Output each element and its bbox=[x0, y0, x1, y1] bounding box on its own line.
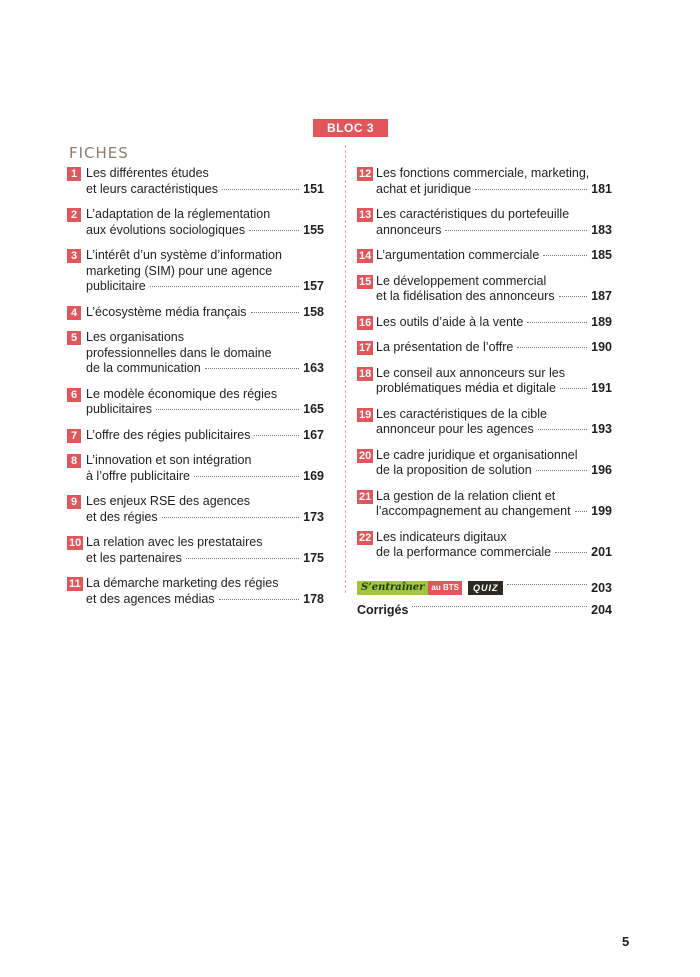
entry-line: L’offre des régies publicitaires bbox=[86, 427, 251, 442]
entry-number-badge: 4 bbox=[67, 306, 81, 320]
entry-number-badge: 22 bbox=[359, 531, 372, 544]
entry-text bbox=[376, 489, 612, 520]
leader-dots bbox=[150, 286, 299, 287]
entry-number-badge: 13 bbox=[359, 209, 372, 221]
entry-page: 191 bbox=[591, 381, 612, 395]
entry-last-line bbox=[86, 279, 324, 295]
entry-number-badge: 9 bbox=[67, 495, 81, 509]
entry-line: Le cadre juridique et organisationnel bbox=[376, 447, 578, 462]
toc-right-entries bbox=[357, 166, 612, 561]
leader-dots bbox=[560, 388, 587, 389]
entry-line: et la fidélisation des annonceurs bbox=[376, 289, 555, 303]
quiz-badge: QUIZ bbox=[468, 581, 504, 595]
entry-line: à l’offre publicitaire bbox=[86, 468, 190, 483]
leader-dots bbox=[445, 230, 587, 231]
entry-number-badge: 18 bbox=[359, 367, 372, 380]
toc-right-column bbox=[357, 166, 612, 623]
entry-last-line bbox=[376, 223, 612, 239]
entry-number-badge: 11 bbox=[69, 578, 81, 590]
entry-line: marketing (SIM) pour une agence bbox=[86, 263, 273, 278]
entry-line: de la proposition de solution bbox=[376, 463, 532, 477]
toc-entry[interactable] bbox=[357, 407, 612, 438]
leader-dots bbox=[186, 558, 299, 559]
corriges-page: 204 bbox=[591, 602, 612, 617]
entry-last-line bbox=[86, 305, 324, 321]
entry-last-line bbox=[86, 551, 324, 567]
entry-number-badge: 14 bbox=[359, 250, 372, 262]
entry-page: 165 bbox=[303, 402, 324, 416]
entry-last-line bbox=[376, 504, 612, 520]
entry-number-badge: 6 bbox=[67, 388, 81, 402]
entry-text bbox=[376, 207, 612, 238]
entry-text bbox=[86, 494, 324, 525]
entry-last-line bbox=[376, 422, 612, 438]
entry-page: 173 bbox=[303, 509, 324, 524]
toc-entry[interactable] bbox=[67, 207, 324, 238]
entry-line: annonceurs bbox=[376, 222, 442, 237]
leader-dots bbox=[222, 189, 299, 190]
leader-dots bbox=[538, 429, 587, 430]
entry-line: de la communication bbox=[86, 361, 201, 375]
entry-number-badge: 2 bbox=[67, 208, 81, 222]
toc-entry[interactable] bbox=[67, 453, 324, 484]
entry-page: 169 bbox=[303, 468, 324, 483]
entry-line: annonceur pour les agences bbox=[376, 422, 534, 436]
leader-dots bbox=[162, 517, 300, 518]
entry-line: de la performance commerciale bbox=[376, 545, 552, 559]
entry-line: L’écosystème média français bbox=[86, 304, 247, 319]
training-page: 203 bbox=[591, 580, 612, 595]
toc-entry[interactable] bbox=[67, 428, 324, 444]
entry-last-line bbox=[86, 402, 324, 418]
entry-line: Le modèle économique des régies bbox=[86, 386, 278, 401]
leader-dots bbox=[507, 584, 587, 585]
toc-entry[interactable] bbox=[67, 305, 324, 321]
leader-dots bbox=[575, 511, 588, 512]
toc-entry[interactable] bbox=[67, 535, 324, 566]
entry-last-line bbox=[376, 545, 612, 561]
entry-last-line bbox=[376, 248, 612, 264]
leader-dots bbox=[543, 255, 587, 256]
entry-line: Le conseil aux annonceurs sur les bbox=[376, 365, 566, 380]
entry-last-line bbox=[376, 182, 612, 198]
page-number: 5 bbox=[622, 934, 630, 949]
entry-line: La démarche marketing des régies bbox=[86, 576, 279, 590]
entry-text bbox=[376, 366, 612, 397]
entry-number-badge: 7 bbox=[67, 429, 81, 443]
entry-line: La relation avec les prestataires bbox=[86, 535, 263, 549]
entry-page: 151 bbox=[303, 181, 324, 196]
training-row[interactable] bbox=[357, 579, 612, 597]
entry-page: 175 bbox=[303, 550, 324, 565]
fiches-title: FICHES bbox=[69, 144, 129, 162]
entry-number-badge: 3 bbox=[67, 249, 81, 263]
entry-page: 178 bbox=[303, 591, 324, 606]
leader-dots bbox=[559, 296, 588, 297]
entry-text bbox=[86, 166, 324, 197]
corriges-row[interactable] bbox=[357, 601, 612, 619]
entry-last-line bbox=[86, 469, 324, 485]
entry-number-badge: 20 bbox=[359, 449, 372, 462]
entry-text bbox=[86, 535, 324, 566]
leader-dots bbox=[205, 368, 299, 369]
leader-dots bbox=[412, 606, 587, 607]
entry-number-badge: 12 bbox=[359, 168, 372, 180]
entry-page: 190 bbox=[591, 340, 612, 354]
entry-line: Le développement commercial bbox=[376, 273, 547, 288]
entry-line: et des régies bbox=[86, 509, 158, 524]
entry-page: 201 bbox=[591, 545, 612, 559]
leader-dots bbox=[251, 312, 300, 313]
entry-line: Les différentes études bbox=[86, 166, 209, 180]
entry-page: 199 bbox=[591, 504, 612, 518]
entry-text bbox=[376, 340, 612, 356]
leader-dots bbox=[536, 470, 587, 471]
leader-dots bbox=[555, 552, 587, 553]
entry-line: La présentation de l’offre bbox=[376, 340, 514, 354]
entry-last-line bbox=[376, 381, 612, 397]
leader-dots bbox=[194, 476, 299, 477]
spacer bbox=[357, 571, 612, 579]
entry-line: problématiques média et digitale bbox=[376, 381, 556, 395]
entry-text bbox=[86, 453, 324, 484]
entry-line: professionnelles dans le domaine bbox=[86, 345, 272, 360]
entry-last-line bbox=[376, 340, 612, 356]
toc-entry[interactable] bbox=[357, 340, 612, 356]
toc-entry[interactable] bbox=[67, 576, 324, 607]
entry-page: 183 bbox=[591, 222, 612, 237]
bloc-badge: BLOC 3 bbox=[313, 119, 388, 137]
leader-dots bbox=[527, 322, 587, 323]
entry-line: publicitaires bbox=[86, 402, 153, 416]
entry-number-badge: 1 bbox=[67, 167, 81, 181]
entry-line: l’accompagnement au changement bbox=[376, 504, 571, 518]
entry-last-line bbox=[376, 289, 612, 305]
entry-last-line bbox=[86, 223, 324, 239]
entry-number-badge: 17 bbox=[359, 342, 372, 354]
entry-text bbox=[376, 448, 612, 479]
entry-line: La gestion de la relation client et bbox=[376, 488, 556, 503]
toc-entry[interactable] bbox=[67, 387, 324, 418]
entry-text bbox=[86, 330, 324, 377]
toc-entry[interactable] bbox=[357, 448, 612, 479]
entry-page: 167 bbox=[303, 427, 324, 442]
entry-line: Les organisations bbox=[86, 330, 184, 344]
toc-entry[interactable] bbox=[357, 248, 612, 264]
entry-text bbox=[86, 576, 324, 607]
train-badge: S’entraîner bbox=[357, 581, 428, 595]
entry-line: Les fonctions commerciale, marketing, bbox=[376, 166, 590, 180]
entry-page: 155 bbox=[303, 222, 324, 237]
toc-entry[interactable] bbox=[357, 166, 612, 197]
entry-last-line bbox=[376, 463, 612, 479]
toc-entry[interactable] bbox=[67, 330, 324, 377]
leader-dots bbox=[156, 409, 299, 410]
entry-last-line bbox=[86, 428, 324, 444]
entry-number-badge: 8 bbox=[67, 454, 81, 468]
toc-entry[interactable] bbox=[357, 207, 612, 238]
toc-entry[interactable] bbox=[67, 166, 324, 197]
entry-page: 187 bbox=[591, 289, 612, 303]
leader-dots bbox=[219, 599, 300, 600]
leader-dots bbox=[254, 435, 299, 436]
leader-dots bbox=[517, 347, 587, 348]
entry-line: L’adaptation de la réglementation bbox=[86, 207, 271, 221]
toc-entry[interactable] bbox=[357, 274, 612, 305]
entry-text bbox=[376, 166, 612, 197]
toc-entry[interactable] bbox=[357, 489, 612, 520]
entry-text bbox=[86, 305, 324, 321]
entry-last-line bbox=[86, 510, 324, 526]
entry-number-badge: 16 bbox=[359, 316, 372, 329]
entry-page: 163 bbox=[303, 361, 324, 375]
entry-line: Les outils d’aide à la vente bbox=[376, 314, 524, 329]
entry-line: Les indicateurs digitaux bbox=[376, 529, 507, 544]
column-divider bbox=[345, 145, 346, 593]
entry-text bbox=[86, 248, 324, 295]
entry-page: 185 bbox=[591, 248, 612, 262]
entry-text bbox=[86, 387, 324, 418]
entry-line: Les caractéristiques du portefeuille bbox=[376, 207, 570, 221]
entry-number-badge: 5 bbox=[67, 331, 81, 345]
entry-last-line bbox=[86, 592, 324, 608]
entry-line: Les caractéristiques de la cible bbox=[376, 406, 547, 421]
entry-text bbox=[376, 315, 612, 331]
entry-line: L’argumentation commerciale bbox=[376, 248, 540, 262]
toc-entry[interactable] bbox=[357, 366, 612, 397]
entry-number-badge: 21 bbox=[359, 490, 372, 503]
entry-line: publicitaire bbox=[86, 279, 146, 293]
entry-page: 196 bbox=[591, 463, 612, 477]
entry-last-line bbox=[86, 361, 324, 377]
toc-entry[interactable] bbox=[357, 315, 612, 331]
entry-line: et leurs caractéristiques bbox=[86, 181, 219, 196]
entry-text bbox=[376, 407, 612, 438]
entry-line: et des agences médias bbox=[86, 591, 215, 606]
entry-line: Les enjeux RSE des agences bbox=[86, 494, 250, 508]
entry-text bbox=[376, 274, 612, 305]
entry-line: L’innovation et son intégration bbox=[86, 453, 252, 467]
entry-page: 157 bbox=[303, 279, 324, 293]
entry-text bbox=[376, 248, 612, 264]
toc-left-column bbox=[67, 166, 324, 617]
entry-line: achat et juridique bbox=[376, 181, 472, 196]
corriges-label: Corrigés bbox=[357, 602, 409, 617]
entry-text bbox=[376, 530, 612, 561]
entry-text bbox=[86, 207, 324, 238]
entry-page: 181 bbox=[591, 181, 612, 196]
entry-number-badge: 15 bbox=[359, 275, 372, 288]
entry-page: 193 bbox=[591, 422, 612, 436]
entry-number-badge: 19 bbox=[359, 408, 372, 421]
entry-number-badge: 10 bbox=[69, 537, 82, 549]
toc-entry[interactable] bbox=[357, 530, 612, 561]
entry-line: aux évolutions sociologiques bbox=[86, 222, 246, 237]
entry-text bbox=[86, 428, 324, 444]
entry-page: 189 bbox=[591, 314, 612, 329]
entry-page: 158 bbox=[303, 304, 324, 319]
bts-badge: au BTS bbox=[428, 581, 462, 595]
leader-dots bbox=[475, 189, 587, 190]
leader-dots bbox=[249, 230, 299, 231]
entry-last-line bbox=[376, 315, 612, 331]
entry-line: L’intérêt d’un système d’information bbox=[86, 248, 282, 262]
entry-line: et les partenaires bbox=[86, 550, 182, 565]
toc-entry[interactable] bbox=[67, 248, 324, 295]
toc-entry[interactable] bbox=[67, 494, 324, 525]
entry-last-line bbox=[86, 182, 324, 198]
